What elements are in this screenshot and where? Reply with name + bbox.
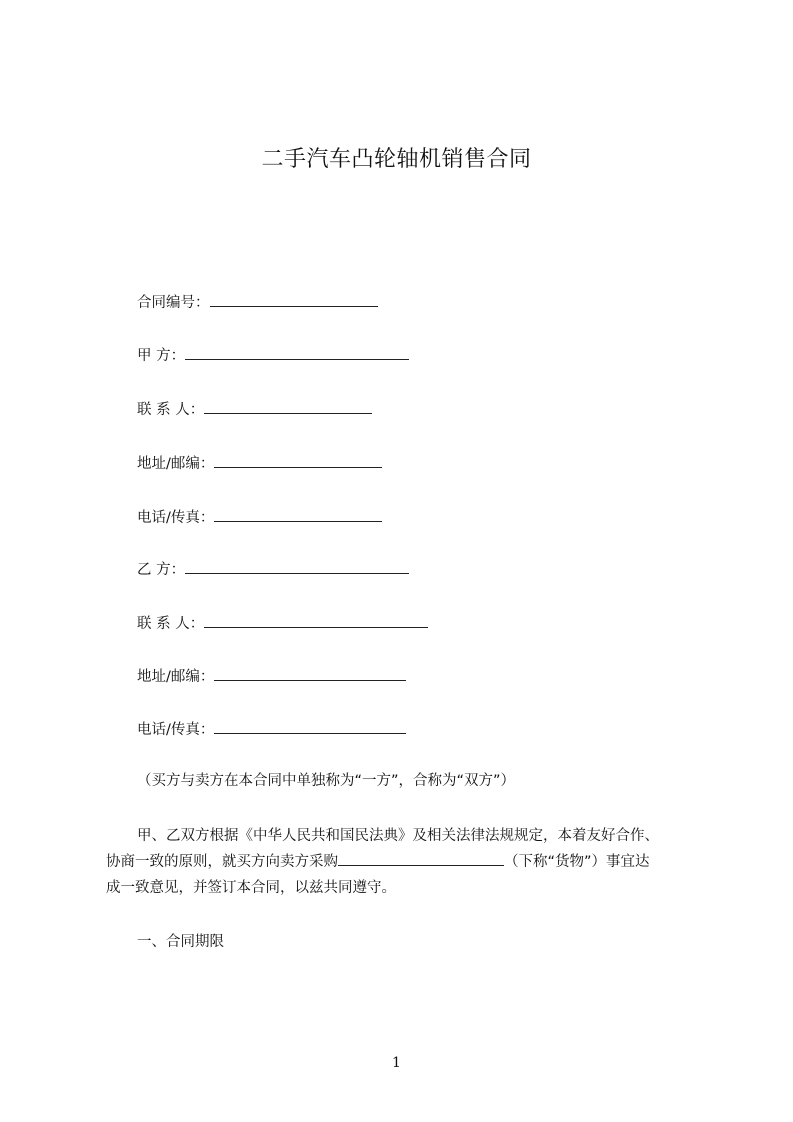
field-address-a — [137, 452, 382, 474]
field-label: 合同编号： — [137, 295, 210, 311]
field-party-a — [137, 344, 409, 366]
blank-line — [185, 558, 409, 574]
intro-line-1: 甲、乙双方根据《中华人民共和国民法典》及相关法律法规规定，本着友好合作、 — [137, 828, 659, 844]
field-label: 电话/传真： — [137, 722, 215, 738]
field-phone-a — [137, 506, 382, 528]
field-contract-number — [137, 291, 378, 313]
blank-line — [214, 452, 382, 468]
blank-line — [214, 665, 406, 681]
field-contact-b — [137, 612, 428, 634]
party-note: （买方与卖方在本合同中单独称为“一方”，合称为“双方”） — [137, 773, 516, 789]
field-phone-b — [137, 718, 406, 740]
field-label: 甲 方： — [137, 348, 186, 364]
intro-paragraph — [106, 823, 716, 901]
field-contact-a — [137, 398, 372, 420]
field-label: 联 系 人： — [137, 616, 205, 632]
intro-line-3: 成一致意见，并签订本合同，以兹共同遵守。 — [106, 880, 396, 896]
blank-line — [204, 612, 428, 628]
intro-line-2-before: 协商一致的原则，就买方向卖方采购 — [106, 854, 338, 870]
page-number: 1 — [392, 1055, 401, 1071]
field-label: 联 系 人： — [137, 402, 205, 418]
document-title: 二手汽车凸轮轴机销售合同 — [261, 147, 532, 172]
blank-line — [185, 344, 409, 360]
intro-line-2 — [106, 849, 716, 875]
blank-line — [210, 291, 378, 307]
field-label: 电话/传真： — [137, 510, 215, 526]
blank-line — [214, 506, 382, 522]
field-address-b — [137, 665, 406, 687]
field-label: 地址/邮编： — [137, 669, 215, 685]
blank-line — [214, 718, 406, 734]
field-label: 乙 方： — [137, 562, 186, 578]
intro-line-2-after: （下称“货物”）事宜达 — [504, 854, 650, 870]
blank-line — [204, 398, 372, 414]
field-party-b — [137, 558, 409, 580]
field-label: 地址/邮编： — [137, 456, 215, 472]
section-heading: 一、合同期限 — [137, 934, 224, 950]
goods-blank — [338, 850, 504, 866]
